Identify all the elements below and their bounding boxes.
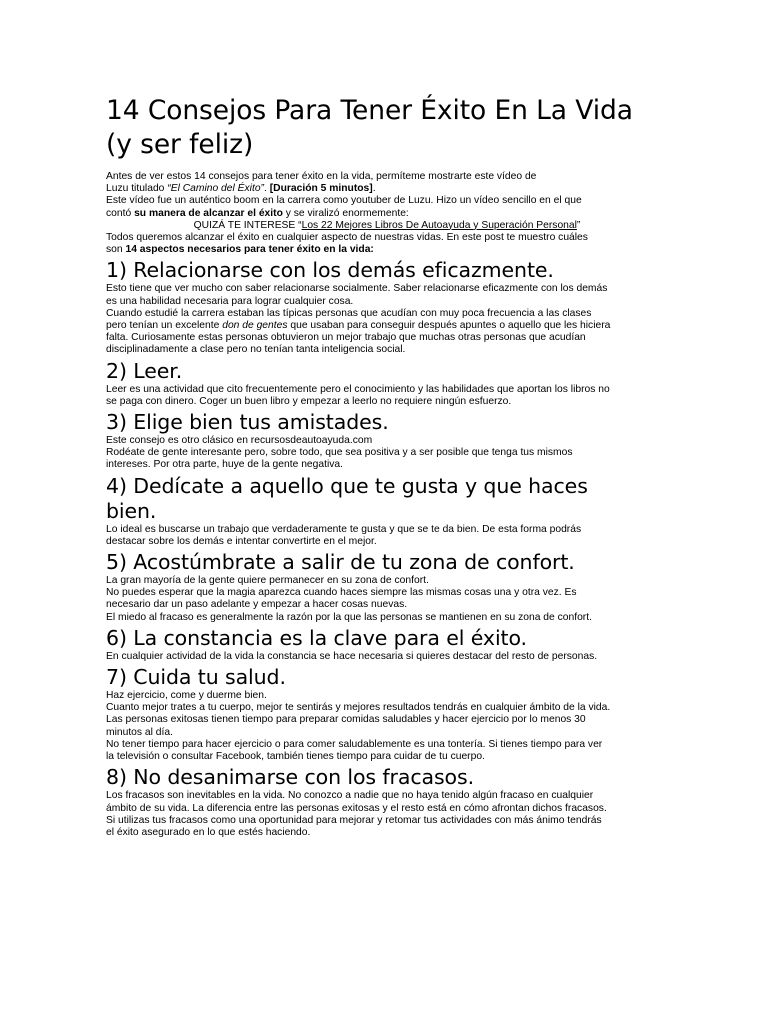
intro-text: son bbox=[106, 244, 126, 256]
intro-text: Todos queremos alcanzar el éxito en cualquier aspecto de nuestras vidas. En este post te muestro cuáles bbox=[106, 232, 588, 244]
page-title bbox=[106, 94, 668, 162]
paragraph-line: Rodéate de gente interesante pero, sobre todo, que sea positiva y a ser posible que tenga tus mismos bbox=[106, 447, 573, 459]
section-1 bbox=[106, 258, 668, 356]
section-7 bbox=[106, 665, 668, 763]
section-4 bbox=[106, 474, 668, 548]
paragraph-line: Si utilizas tus fracasos como una oportunidad para mejorar y retomar tus actividades con más ánimo tendrás bbox=[106, 814, 602, 826]
section-heading: 2) Leer. bbox=[106, 358, 183, 383]
paragraph-line: ámbito de su vida. La diferencia entre las personas exitosas y el resto está en cómo afrontan dichos fracasos. bbox=[106, 802, 607, 814]
paragraph-line: Esto tiene que ver mucho con saber relacionarse socialmente. Saber relacionarse eficazmente con los demás bbox=[106, 283, 608, 295]
heading-line: bien. bbox=[106, 498, 157, 523]
intro-text: contó bbox=[106, 207, 135, 219]
paragraph-line: se paga con dinero. Coger un buen libro y empezar a leerlo no requiere ningún esfuerzo. bbox=[106, 395, 512, 407]
paragraph-line: la televisión o consultar Facebook, también tienes tiempo para cuidar de tu cuerpo. bbox=[106, 751, 485, 763]
related-link-line bbox=[106, 220, 668, 232]
section-heading: 7) Cuida tu salud. bbox=[106, 665, 286, 690]
section-heading: 3) Elige bien tus amistades. bbox=[106, 410, 389, 435]
intro-text: . bbox=[372, 183, 376, 195]
paragraph-italic: don de gentes bbox=[222, 320, 288, 332]
intro-line bbox=[106, 195, 668, 207]
title-line-2: (y ser feliz) bbox=[106, 129, 254, 160]
section-heading: 6) La constancia es la clave para el éxito. bbox=[106, 625, 527, 650]
intro-line bbox=[106, 183, 668, 195]
paragraph-line: Haz ejercicio, come y duerme bien. bbox=[106, 690, 267, 702]
paragraph-line: No puedes esperar que la magia aparezca cuando haces siempre las mismas cosas una y otra vez. Es bbox=[106, 587, 577, 599]
paragraph-line: es una habilidad necesaria para lograr cualquier cosa. bbox=[106, 295, 354, 307]
video-title: “El Camino del Éxito” bbox=[167, 183, 264, 195]
intro-bold: su manera de alcanzar el éxito bbox=[134, 207, 283, 219]
title-line-1: 14 Consejos Para Tener Éxito En La Vida bbox=[106, 95, 633, 126]
intro-line bbox=[106, 171, 668, 183]
section-5 bbox=[106, 550, 668, 624]
section-3 bbox=[106, 410, 668, 472]
intro-bold: 14 aspectos necesarios para tener éxito en la vida: bbox=[125, 244, 374, 256]
paragraph-line: Cuanto mejor trates a tu cuerpo, mejor te sentirás y mejores resultados tendrás en cualquier ámbito de la vida. bbox=[106, 702, 611, 714]
related-quote: ” bbox=[576, 219, 581, 231]
intro-text: Antes de ver estos 14 consejos para tener éxito en la vida, permíteme mostrarte este vídeo de bbox=[106, 171, 537, 182]
intro-section bbox=[106, 171, 668, 256]
section-heading: 5) Acostúmbrate a salir de tu zona de confort. bbox=[106, 550, 575, 575]
section-8 bbox=[106, 765, 668, 839]
paragraph-line: minutos al día. bbox=[106, 726, 173, 738]
paragraph-line: intereses. Por otra parte, huye de la gente negativa. bbox=[106, 459, 343, 471]
paragraph-text: que usaban para conseguir después apuntes o aquello que les hiciera bbox=[287, 320, 611, 332]
paragraph-line: Cuando estudié la carrera estaban las típicas personas que acudían con muy poca frecuencia a las clases bbox=[106, 307, 592, 319]
intro-text: Luzu titulado bbox=[106, 183, 168, 195]
paragraph-line: destacar sobre los demás e intentar convertirte en el mejor. bbox=[106, 535, 377, 547]
paragraph-line: Los fracasos son inevitables en la vida. No conozco a nadie que no haya tenido algún fracaso en cualquier bbox=[106, 790, 594, 802]
paragraph-line: disciplinadamente a clase pero no tenían tanta inteligencia social. bbox=[106, 344, 406, 356]
section-2 bbox=[106, 359, 668, 408]
paragraph-line: Las personas exitosas tienen tiempo para preparar comidas saludables y hacer ejercicio por lo menos 30 bbox=[106, 714, 586, 726]
intro-line bbox=[106, 244, 668, 256]
paragraph-line: No tener tiempo para hacer ejercicio o para comer saludablemente es una tontería. Si tienes tiempo para ver bbox=[106, 738, 603, 750]
section-6 bbox=[106, 626, 668, 663]
paragraph-text: pero tenían un excelente bbox=[106, 320, 223, 332]
intro-text: Este vídeo fue un auténtico boom en la carrera como youtuber de Luzu. Hizo un vídeo sencillo en el que bbox=[106, 195, 582, 207]
paragraph-line: El miedo al fracaso es generalmente la razón por la que las personas se mantienen en su zona de confort. bbox=[106, 611, 592, 623]
paragraph-line: el éxito asegurado en lo que estés haciendo. bbox=[106, 826, 311, 838]
paragraph-line: falta. Curiosamente estas personas obtuvieron un mejor trabajo que muchas otras personas que acudían bbox=[106, 332, 586, 344]
intro-text: y se viralizó enormemente: bbox=[282, 207, 409, 219]
paragraph-line: En cualquier actividad de la vida la constancia se hace necesaria si quieres destacar del resto de personas. bbox=[106, 650, 598, 662]
paragraph-line: La gran mayoría de la gente quiere permanecer en su zona de confort. bbox=[106, 575, 429, 587]
section-heading bbox=[106, 474, 668, 524]
related-article-link[interactable]: Los 22 Mejores Libros De Autoayuda y Superación Personal bbox=[301, 219, 577, 231]
section-heading: 8) No desanimarse con los fracasos. bbox=[106, 765, 474, 790]
paragraph-line: Leer es una actividad que cito frecuentemente pero el conocimiento y las habilidades que aportan los libros no bbox=[106, 383, 610, 395]
intro-text: . bbox=[263, 183, 270, 195]
paragraph-line bbox=[106, 320, 668, 332]
related-label: QUIZÁ TE INTERESE “ bbox=[193, 219, 302, 231]
intro-line bbox=[106, 232, 668, 244]
paragraph-line: Lo ideal es buscarse un trabajo que verdaderamente te gusta y que se te da bien. De esta forma podrás bbox=[106, 523, 582, 535]
video-duration: [Duración 5 minutos] bbox=[269, 183, 373, 195]
section-heading: 1) Relacionarse con los demás eficazmente. bbox=[106, 258, 554, 283]
paragraph-line: necesario dar un paso adelante y empezar a hacer cosas nuevas. bbox=[106, 599, 408, 611]
intro-line bbox=[106, 208, 668, 220]
heading-line: 4) Dedícate a aquello que te gusta y que haces bbox=[106, 473, 588, 498]
paragraph-line: Este consejo es otro clásico en recursosdeautoayuda.com bbox=[106, 435, 373, 447]
